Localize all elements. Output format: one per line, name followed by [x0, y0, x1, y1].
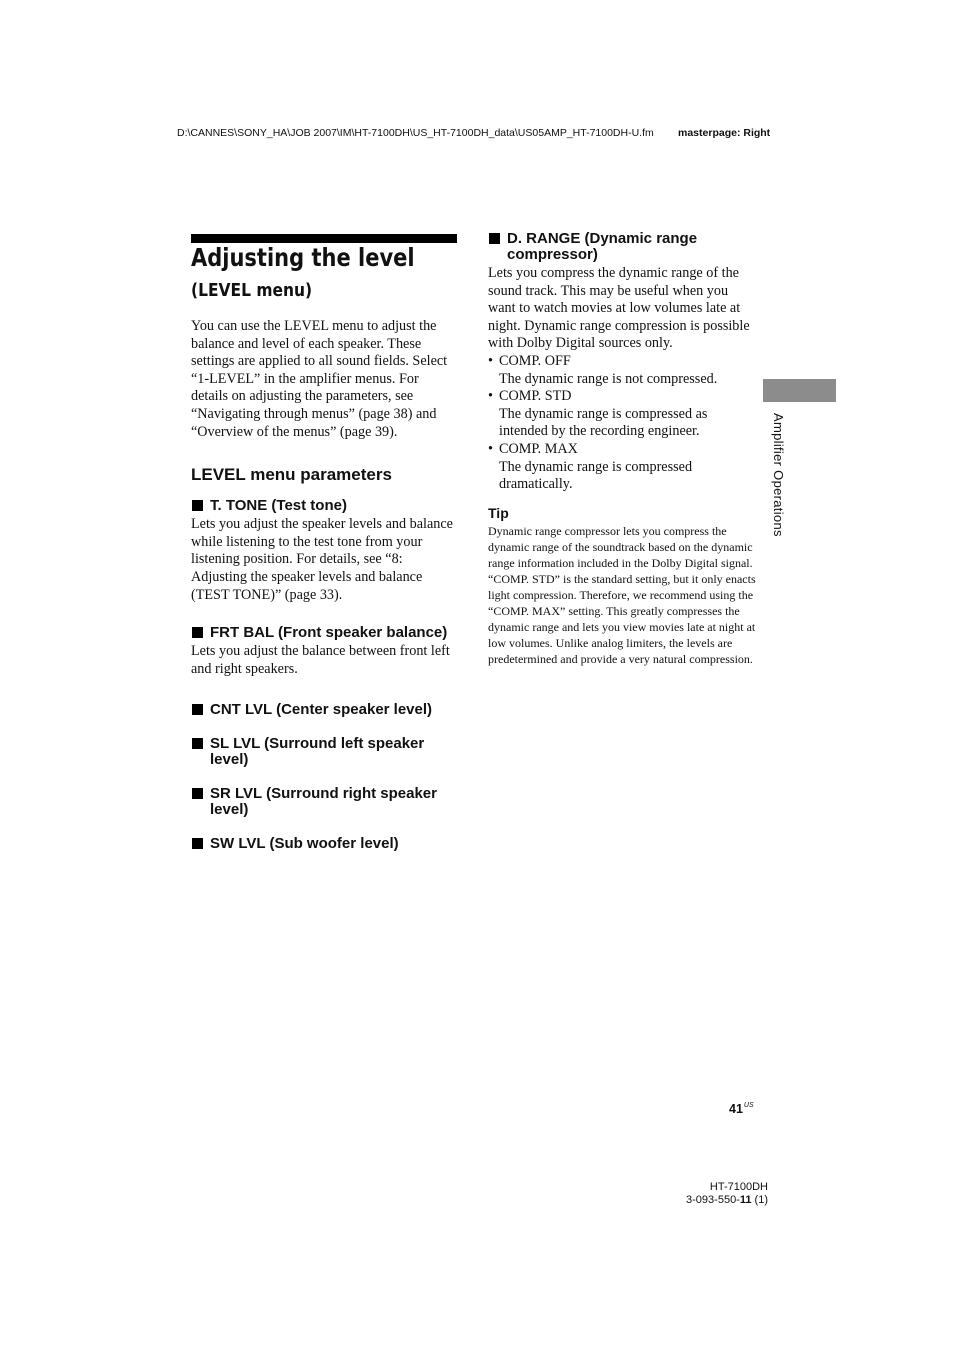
- tip-text-1: Dynamic range compressor lets you compress the dynamic range of the soundtrack based on the dynamic range information included in the Dolby Digital signal.: [488, 523, 753, 570]
- param-heading-sw-lvl: SW LVL (Sub woofer level): [191, 836, 459, 852]
- title-rule: [191, 234, 457, 243]
- param-heading-t-tone: T. TONE (Test tone): [191, 498, 459, 514]
- list-item: [488, 388, 756, 441]
- param-heading-frt-bal: FRT BAL (Front speaker balance): [191, 625, 459, 641]
- square-bullet-icon: [192, 788, 203, 799]
- square-bullet-icon: [489, 233, 500, 244]
- page-title: Adjusting the level: [191, 243, 415, 272]
- intro-paragraph: You can use the LEVEL menu to adjust the balance and level of each speaker. These settings are applied to all sound fields. Select “1-LEVEL” in the amplifier menus. For details on adjusting the parameters, see “Navigating through menus” (page 38) and “Overview of the menus” (page 39).: [191, 318, 448, 440]
- param-text-t-tone: Lets you adjust the speaker levels and balance while listening to the test tone from your listening position. For details, see “8: Adjusting the speaker levels and balance (TEST TONE)” (page 33).: [191, 516, 453, 603]
- option-desc: The dynamic range is compressed dramatically.: [499, 458, 693, 493]
- param-heading-sr-lvl: SR LVL (Surround right speaker level): [191, 786, 459, 818]
- option-desc: The dynamic range is compressed as intended by the recording engineer.: [499, 405, 708, 440]
- option-label: • COMP. MAX: [488, 441, 578, 457]
- square-bullet-icon: [192, 627, 203, 638]
- page-subtitle: (LEVEL menu): [191, 280, 313, 301]
- header-masterpage: masterpage: Right: [678, 127, 771, 139]
- param-heading-d-range: D. RANGE (Dynamic range compressor): [488, 231, 756, 263]
- footer: [600, 1181, 768, 1207]
- page-number: $41^{US}$: [729, 1102, 754, 1116]
- option-label: • COMP. STD: [488, 388, 572, 404]
- param-text-d-range: Lets you compress the dynamic range of the sound track. This may be useful when you want to watch movies at low volumes late at night. Dynamic range compression is possible with Dolby Digital sources only.: [488, 265, 750, 352]
- option-desc: The dynamic range is not compressed.: [499, 370, 718, 387]
- param-text-frt-bal: Lets you adjust the balance between front left and right speakers.: [191, 643, 450, 677]
- tip-text-2: “COMP. STD” is the standard setting, but it only enacts light compression. Therefore, we recommend using the “COMP. MAX” setting. This greatly compresses the dynamic range and lets you view movies late at night at low volumes. Unlike analog limiters, the levels are predetermined and provide a very natural compression.: [488, 571, 756, 666]
- square-bullet-icon: [192, 838, 203, 849]
- section-heading: LEVEL menu parameters: [191, 465, 392, 485]
- param-heading-sl-lvl: SL LVL (Surround left speaker level): [191, 736, 459, 768]
- left-column: [191, 318, 459, 854]
- param-heading-cnt-lvl: CNT LVL (Center speaker level): [191, 702, 459, 718]
- footer-model: HT-7100DH: [709, 1181, 768, 1193]
- section-tab-marker: [763, 379, 836, 402]
- square-bullet-icon: [192, 738, 203, 749]
- tip-heading: Tip: [488, 504, 509, 521]
- square-bullet-icon: [192, 704, 203, 715]
- list-item: [488, 441, 756, 494]
- d-range-options: [488, 353, 756, 494]
- page-number-suffix: US: [743, 1102, 754, 1109]
- list-item: [488, 353, 756, 388]
- option-label: • COMP. OFF: [488, 353, 571, 369]
- side-section-label: Amplifier Operations: [771, 413, 786, 537]
- right-column: [488, 231, 756, 667]
- square-bullet-icon: [192, 500, 203, 511]
- footer-code: 3-093-550-11 (1): [686, 1194, 768, 1206]
- header-file-path: D:\CANNES\SONY_HA\JOB 2007\IM\HT-7100DH\US_HT-7100DH_data\US05AMP_HT-7100DH-U.fm: [177, 127, 654, 139]
